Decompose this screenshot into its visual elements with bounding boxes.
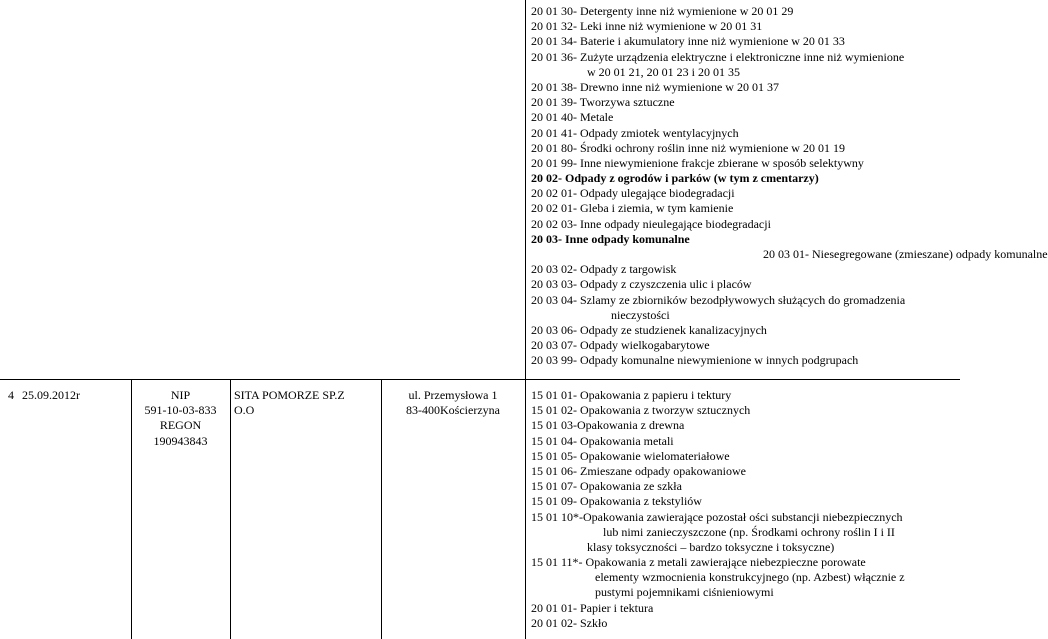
- address-city: 83-400Kościerzyna: [406, 403, 500, 418]
- waste-code-line: 20 02 03- Inne odpady nieulegające biodegradacji: [531, 216, 771, 231]
- waste-group-heading: 20 02- Odpady z ogrodów i parków (w tym z cmentarzy): [531, 171, 819, 186]
- waste-group-heading: 20 03- Inne odpady komunalne: [531, 231, 690, 246]
- waste-code-line: 20 01 32- Leki inne niż wymienione w 20 01 31: [531, 19, 763, 34]
- waste-code-line: 15 01 10*-Opakowania zawierające pozostał ości substancji niebezpiecznych: [531, 509, 903, 524]
- waste-code-line: w 20 01 21, 20 01 23 i 20 01 35: [587, 64, 740, 79]
- waste-code-line: klasy toksyczności – bardzo toksyczne i toksyczne): [587, 539, 835, 554]
- waste-code-line: 20 01 99- Inne niewymienione frakcje zbierane w sposób selektywny: [531, 155, 864, 170]
- waste-code-line: 15 01 01- Opakowania z papieru i tektury: [531, 388, 732, 402]
- waste-code-line: 15 01 06- Zmieszane odpady opakowaniowe: [531, 463, 746, 478]
- waste-code-line: 20 01 41- Odpady zmiotek wentylacyjnych: [531, 125, 739, 140]
- regon-number: 190943843: [153, 433, 208, 448]
- waste-code-line: 20 03 06- Odpady ze studzienek kanalizacyjnych: [531, 322, 767, 337]
- waste-code-line: 20 01 34- Baterie i akumulatory inne niż wymienione w 20 01 33: [531, 34, 845, 49]
- company-identifiers: [131, 388, 230, 449]
- entry-number: 4: [8, 388, 14, 402]
- address-street: ul. Przemysłowa 1: [408, 388, 498, 402]
- column-divider-waste: [525, 0, 526, 639]
- waste-code-line: 15 01 11*- Opakowania z metali zawierające niebezpieczne porowate: [531, 555, 866, 570]
- waste-code-line: 20 03 99- Odpady komunalne niewymienione w innych podgrupach: [531, 353, 859, 368]
- waste-code-line: 20 03 03- Odpady z czyszczenia ulic i placów: [531, 277, 752, 292]
- company-name: [234, 388, 345, 418]
- waste-code-line: 20 02 01- Odpady ulegające biodegradacji: [531, 186, 735, 201]
- waste-code-line: 20 01 38- Drewno inne niż wymienione w 20 01 37: [531, 79, 779, 94]
- waste-code-line: pustymi pojemnikami ciśnieniowymi: [595, 585, 774, 600]
- waste-code-line: 15 01 02- Opakowania z tworzyw sztucznych: [531, 403, 751, 418]
- entry-date: 25.09.2012r: [22, 388, 80, 402]
- waste-code-line: 20 01 30- Detergenty inne niż wymienione w 20 01 29: [531, 4, 794, 18]
- waste-code-line: 20 01 80- Środki ochrony roślin inne niż wymienione w 20 01 19: [531, 140, 845, 155]
- waste-code-line: 20 02 01- Gleba i ziemia, w tym kamienie: [531, 201, 734, 216]
- company-address: [381, 388, 525, 418]
- waste-code-line: 20 01 36- Zużyte urządzenia elektryczne i elektroniczne inne niż wymienione: [531, 49, 905, 64]
- waste-code-line: elementy wzmocnienia konstrukcyjnego (np. Azbest) włącznie z: [595, 570, 905, 585]
- waste-code-line: nieczystości: [611, 307, 670, 322]
- waste-code-line: 20 03 07- Odpady wielkogabarytowe: [531, 338, 710, 353]
- waste-code-line: 15 01 07- Opakowania ze szkła: [531, 479, 682, 494]
- company-name-line: SITA POMORZE SP.Z: [234, 388, 345, 402]
- waste-code-line: 15 01 04- Opakowania metali: [531, 433, 674, 448]
- regon-label: REGON: [159, 418, 202, 433]
- waste-code-line: 15 01 03-Opakowania z drewna: [531, 418, 685, 433]
- waste-code-list-entry: [531, 388, 905, 631]
- waste-code-line: 20 03 02- Odpady z targowisk: [531, 262, 677, 277]
- waste-code-line: 20 01 02- Szkło: [531, 615, 608, 630]
- waste-code-line: 20 03 04- Szlamy ze zbiorników bezodpływowych służących do gromadzenia: [531, 292, 906, 307]
- waste-code-line: 20 01 01- Papier i tektura: [531, 600, 654, 615]
- nip-number: 591-10-03-833: [144, 403, 217, 418]
- row-divider: [0, 379, 960, 380]
- waste-code-line: 15 01 09- Opakowania z tekstyliów: [531, 494, 702, 509]
- waste-code-line: lub nimi zanieczyszczone (np. Środkami ochrony roślin I i II: [603, 524, 895, 539]
- waste-code-line: 20 01 40- Metale: [531, 110, 614, 125]
- nip-label: NIP: [170, 388, 191, 402]
- waste-code-line: 20 03 01- Niesegregowane (zmieszane) odpady komunalne: [763, 247, 1048, 261]
- waste-code-list-top: [531, 4, 1048, 369]
- waste-code-line: 20 01 39- Tworzywa sztuczne: [531, 95, 675, 110]
- company-name-line: O.O: [234, 403, 255, 418]
- waste-code-line: 15 01 05- Opakowanie wielomateriałowe: [531, 448, 730, 463]
- column-divider-company: [230, 379, 231, 639]
